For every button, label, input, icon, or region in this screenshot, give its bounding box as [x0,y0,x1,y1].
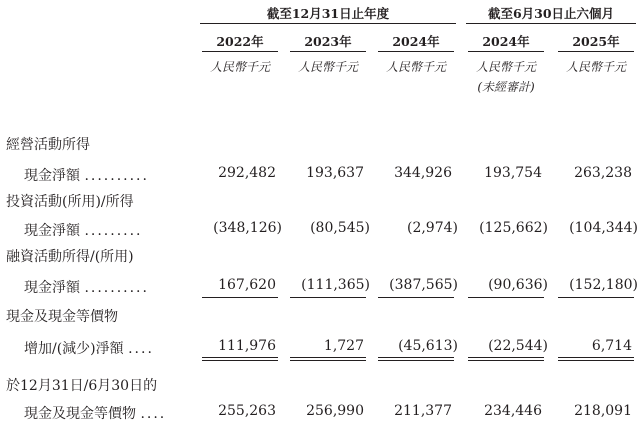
column-rule-4 [468,51,544,52]
total-double-rule-5a [558,357,634,358]
row-investing-value-4: (125,662) [479,220,548,236]
column-year-4: 2024年 [482,34,530,49]
row-operating-value-2: 193,637 [306,165,364,181]
row-sublabel-period-end: 現金及現金等價物 .... [24,406,167,422]
row-sublabel-operating: 現金淨額 .......... [24,168,149,184]
row-financing-value-2: (111,365) [301,277,370,293]
total-double-rule-1a [202,357,278,358]
row-operating-value-1: 292,482 [218,165,276,181]
row-operating-value-5: 263,238 [574,165,632,181]
total-double-rule-3a [378,357,454,358]
column-unit-5: 人民幣千元 [565,60,626,74]
row-period-end-value-2: 256,990 [306,403,364,419]
row-period-end-value-3: 211,377 [394,403,452,419]
row-net-change-value-3: (45,613) [398,338,458,354]
column-year-1: 2022年 [216,34,264,49]
row-label-net-change: 現金及現金等價物 [6,309,118,325]
total-double-rule-2b [290,360,366,361]
row-investing-value-5: (104,344) [569,220,638,236]
subtotal-rule-1 [202,297,278,298]
row-operating-value-4: 193,754 [484,165,542,181]
column-note-4: (未經審計) [477,80,535,94]
row-financing-value-3: (387,565) [389,277,458,293]
column-unit-1: 人民幣千元 [209,60,270,74]
row-period-end-value-5: 218,091 [574,403,632,419]
row-period-end-value-4: 234,446 [484,403,542,419]
total-double-rule-5b [558,360,634,361]
row-investing-value-3: (2,974) [406,220,458,236]
subtotal-rule-5 [558,297,634,298]
row-net-change-value-5: 6,714 [591,338,632,354]
row-net-change-value-1: 111,976 [218,338,276,354]
subtotal-rule-4 [468,297,544,298]
row-sublabel-net-change: 增加/(減少)淨額 .... [24,341,154,357]
group-header-year: 截至12月31日止年度 [266,6,390,21]
total-double-rule-2a [290,357,366,358]
group-header-half-rule [466,23,636,24]
column-year-5: 2025年 [572,34,620,49]
total-double-rule-4a [468,357,544,358]
row-financing-value-4: (90,636) [488,277,548,293]
subtotal-rule-2 [290,297,366,298]
column-year-2: 2023年 [304,34,352,49]
column-rule-2 [290,51,366,52]
total-double-rule-4b [468,360,544,361]
column-rule-1 [202,51,278,52]
column-rule-3 [378,51,454,52]
row-label-investing: 投資活動(所用)/所得 [6,194,134,210]
column-year-3: 2024年 [392,34,440,49]
row-financing-value-1: 167,620 [218,277,276,293]
row-investing-value-1: (348,126) [213,220,282,236]
total-double-rule-1b [202,360,278,361]
column-rule-5 [558,51,634,52]
row-sublabel-investing: 現金淨額 ......... [24,223,143,239]
row-investing-value-2: (80,545) [310,220,370,236]
row-label-operating: 經營活動所得 [6,137,90,153]
row-label-period-end: 於12月31日/6月30日的 [6,378,158,394]
row-operating-value-3: 344,926 [394,165,452,181]
row-financing-value-5: (152,180) [569,277,638,293]
column-unit-4: 人民幣千元 [475,60,536,74]
column-unit-2: 人民幣千元 [297,60,358,74]
row-net-change-value-4: (22,544) [488,338,548,354]
row-net-change-value-2: 1,727 [323,338,364,354]
group-header-half: 截至6月30日止六個月 [487,6,615,21]
row-period-end-value-1: 255,263 [218,403,276,419]
total-double-rule-3b [378,360,454,361]
group-header-year-rule [200,23,456,24]
column-unit-3: 人民幣千元 [385,60,446,74]
row-label-financing: 融資活動所得/(所用) [6,249,134,265]
row-sublabel-financing: 現金淨額 .......... [24,280,149,296]
subtotal-rule-3 [378,297,454,298]
